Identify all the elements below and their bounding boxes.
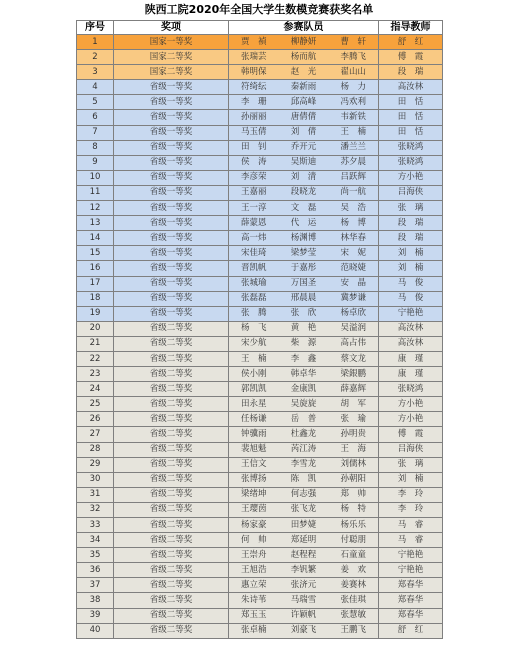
cell-award: 省级一等奖 <box>114 246 229 261</box>
cell-member-1: 钟骥雨 <box>229 427 279 442</box>
table-row <box>77 367 443 382</box>
document-title: 陕西工院2020年全国大学生数模竞赛获奖名单 <box>144 3 374 16</box>
cell-member-3: 潘兰兰 <box>329 140 379 155</box>
cell-member-1: 韩明保 <box>229 65 279 80</box>
cell-member-3: 梁銀鹏 <box>329 367 379 382</box>
cell-member-2: 赵 光 <box>279 65 329 80</box>
cell-member-3: 王 海 <box>329 442 379 457</box>
cell-member-3: 张慧敏 <box>329 608 379 623</box>
cell-award: 省级二等奖 <box>114 397 229 412</box>
cell-member-3: 杨 特 <box>329 502 379 517</box>
cell-member-3: 李腾飞 <box>329 50 379 65</box>
cell-member-3: 付聪朋 <box>329 533 379 548</box>
cell-member-2: 田梦婕 <box>279 518 329 533</box>
cell-member-2: 于嘉彤 <box>279 261 329 276</box>
cell-member-2: 张 欣 <box>279 306 329 321</box>
table-row <box>77 518 443 533</box>
cell-member-3: 吴 浩 <box>329 201 379 216</box>
cell-member-3: 尚一航 <box>329 185 379 200</box>
cell-member-1: 李 珊 <box>229 95 279 110</box>
cell-advisor: 宁艳艳 <box>379 548 443 563</box>
cell-member-2: 文 磊 <box>279 201 329 216</box>
table-row <box>77 563 443 578</box>
cell-award: 省级一等奖 <box>114 216 229 231</box>
table-row <box>77 185 443 200</box>
cell-member-1: 马玉倩 <box>229 125 279 140</box>
cell-no: 37 <box>77 578 114 593</box>
cell-award: 省级一等奖 <box>114 185 229 200</box>
cell-no: 4 <box>77 80 114 95</box>
cell-member-1: 何 帅 <box>229 533 279 548</box>
cell-member-3: 安 晶 <box>329 276 379 291</box>
table-row <box>77 155 443 170</box>
cell-award: 省级一等奖 <box>114 170 229 185</box>
table-row <box>77 487 443 502</box>
cell-advisor: 张 璃 <box>379 457 443 472</box>
cell-member-3: 张 瑜 <box>329 412 379 427</box>
cell-member-1: 王嘉丽 <box>229 185 279 200</box>
cell-member-1: 裴旭魁 <box>229 442 279 457</box>
cell-member-1: 宋佳琦 <box>229 246 279 261</box>
cell-member-1: 田 钊 <box>229 140 279 155</box>
cell-member-1: 梁绪坤 <box>229 487 279 502</box>
cell-member-2: 邱高峰 <box>279 95 329 110</box>
cell-member-3: 杨卓欣 <box>329 306 379 321</box>
cell-no: 2 <box>77 50 114 65</box>
cell-advisor: 田 恬 <box>379 125 443 140</box>
cell-member-3: 王鹏飞 <box>329 623 379 638</box>
cell-award: 省级一等奖 <box>114 276 229 291</box>
cell-member-1: 张博扬 <box>229 472 279 487</box>
cell-advisor: 高汝林 <box>379 321 443 336</box>
cell-award: 国家一等奖 <box>114 35 229 50</box>
cell-award: 国家二等奖 <box>114 50 229 65</box>
cell-no: 33 <box>77 518 114 533</box>
table-row <box>77 216 443 231</box>
cell-no: 7 <box>77 125 114 140</box>
table-row <box>77 65 443 80</box>
cell-no: 13 <box>77 216 114 231</box>
table-row <box>77 80 443 95</box>
cell-advisor: 郑春华 <box>379 578 443 593</box>
cell-member-2: 陈 凯 <box>279 472 329 487</box>
cell-award: 省级二等奖 <box>114 427 229 442</box>
cell-member-2: 吴斯迪 <box>279 155 329 170</box>
cell-no: 28 <box>77 442 114 457</box>
cell-member-1: 张 腾 <box>229 306 279 321</box>
cell-member-3: 蔡文龙 <box>329 351 379 366</box>
table-row <box>77 608 443 623</box>
cell-member-1: 贾 禎 <box>229 35 279 50</box>
cell-member-2: 韩卓华 <box>279 367 329 382</box>
table-row <box>77 246 443 261</box>
cell-member-1: 王旭浩 <box>229 563 279 578</box>
cell-no: 11 <box>77 185 114 200</box>
cell-member-2: 代 运 <box>279 216 329 231</box>
cell-member-2: 许颖帆 <box>279 608 329 623</box>
table-row <box>77 472 443 487</box>
cell-member-2: 李钒繁 <box>279 563 329 578</box>
table-row <box>77 351 443 366</box>
cell-member-3: 姜赛林 <box>329 578 379 593</box>
cell-no: 5 <box>77 95 114 110</box>
cell-advisor: 吕海侠 <box>379 185 443 200</box>
cell-member-2: 李 鑫 <box>279 351 329 366</box>
cell-member-3: 姜 欢 <box>329 563 379 578</box>
cell-member-1: 侯 涛 <box>229 155 279 170</box>
cell-award: 省级一等奖 <box>114 306 229 321</box>
cell-advisor: 康 瑾 <box>379 351 443 366</box>
cell-advisor: 马 俊 <box>379 276 443 291</box>
cell-member-2: 秦新雨 <box>279 80 329 95</box>
cell-member-3: 林华春 <box>329 231 379 246</box>
cell-no: 18 <box>77 291 114 306</box>
cell-award: 省级二等奖 <box>114 593 229 608</box>
cell-member-2: 吴旋旋 <box>279 397 329 412</box>
cell-advisor: 方小艳 <box>379 170 443 185</box>
cell-member-1: 王璎茵 <box>229 502 279 517</box>
cell-member-2: 乔开元 <box>279 140 329 155</box>
cell-no: 25 <box>77 397 114 412</box>
header-award: 奖项 <box>114 21 229 35</box>
table-row <box>77 548 443 563</box>
cell-no: 22 <box>77 351 114 366</box>
cell-member-2: 张飞龙 <box>279 502 329 517</box>
cell-member-1: 惠立荣 <box>229 578 279 593</box>
table-row <box>77 382 443 397</box>
cell-no: 3 <box>77 65 114 80</box>
table-row <box>77 336 443 351</box>
cell-member-1: 晋凯帆 <box>229 261 279 276</box>
cell-advisor: 段 瑞 <box>379 65 443 80</box>
cell-award: 省级二等奖 <box>114 563 229 578</box>
cell-award: 省级二等奖 <box>114 442 229 457</box>
cell-member-3: 冯欢利 <box>329 95 379 110</box>
cell-member-2: 唐倩倩 <box>279 110 329 125</box>
cell-no: 38 <box>77 593 114 608</box>
cell-no: 35 <box>77 548 114 563</box>
cell-no: 12 <box>77 201 114 216</box>
table-row <box>77 170 443 185</box>
cell-member-3: 苏夕晨 <box>329 155 379 170</box>
cell-award: 省级一等奖 <box>114 261 229 276</box>
cell-no: 34 <box>77 533 114 548</box>
cell-member-1: 郑玉玉 <box>229 608 279 623</box>
cell-no: 31 <box>77 487 114 502</box>
cell-member-3: 吴溢润 <box>329 321 379 336</box>
cell-member-2: 何志强 <box>279 487 329 502</box>
table-row <box>77 50 443 65</box>
cell-no: 39 <box>77 608 114 623</box>
cell-member-2: 刘豪飞 <box>279 623 329 638</box>
cell-member-1: 任杨谦 <box>229 412 279 427</box>
cell-advisor: 吕海侠 <box>379 442 443 457</box>
cell-member-2: 邢晨晨 <box>279 291 329 306</box>
cell-member-1: 朱诗苇 <box>229 593 279 608</box>
cell-member-1: 王信文 <box>229 457 279 472</box>
cell-advisor: 马 睿 <box>379 533 443 548</box>
cell-award: 省级一等奖 <box>114 155 229 170</box>
cell-award: 省级二等奖 <box>114 412 229 427</box>
cell-award: 省级二等奖 <box>114 336 229 351</box>
cell-no: 9 <box>77 155 114 170</box>
cell-no: 23 <box>77 367 114 382</box>
cell-member-2: 黄 艳 <box>279 321 329 336</box>
cell-award: 省级二等奖 <box>114 367 229 382</box>
cell-member-3: 吕跃辉 <box>329 170 379 185</box>
cell-member-2: 张济元 <box>279 578 329 593</box>
cell-member-3: 范晓婕 <box>329 261 379 276</box>
cell-award: 省级二等奖 <box>114 472 229 487</box>
cell-member-2: 金康凯 <box>279 382 329 397</box>
cell-member-1: 张瑞芸 <box>229 50 279 65</box>
cell-member-1: 郭凯凯 <box>229 382 279 397</box>
cell-member-1: 高一炜 <box>229 231 279 246</box>
cell-advisor: 舒 红 <box>379 623 443 638</box>
table-row <box>77 110 443 125</box>
cell-member-2: 柳静妍 <box>279 35 329 50</box>
table-row <box>77 397 443 412</box>
cell-member-1: 张磊磊 <box>229 291 279 306</box>
header-team: 参赛队员 <box>229 21 379 35</box>
cell-member-3: 张佳琪 <box>329 593 379 608</box>
cell-member-2: 杨渊博 <box>279 231 329 246</box>
cell-member-1: 王崇舟 <box>229 548 279 563</box>
cell-award: 省级一等奖 <box>114 291 229 306</box>
table-row <box>77 35 443 50</box>
cell-member-1: 张卓楠 <box>229 623 279 638</box>
cell-advisor: 田 恬 <box>379 95 443 110</box>
cell-advisor: 郑春华 <box>379 593 443 608</box>
table-row <box>77 95 443 110</box>
cell-member-3: 孙朝阳 <box>329 472 379 487</box>
table-row <box>77 306 443 321</box>
table-row <box>77 623 443 638</box>
cell-member-3: 孙明贵 <box>329 427 379 442</box>
table-row <box>77 412 443 427</box>
cell-member-2: 梁梦莹 <box>279 246 329 261</box>
cell-member-1: 杨家豪 <box>229 518 279 533</box>
cell-member-3: 曹 轩 <box>329 35 379 50</box>
cell-advisor: 张晓鸿 <box>379 140 443 155</box>
cell-award: 省级一等奖 <box>114 125 229 140</box>
table-row <box>77 201 443 216</box>
cell-advisor: 郑春华 <box>379 608 443 623</box>
cell-award: 省级一等奖 <box>114 231 229 246</box>
table-row <box>77 457 443 472</box>
cell-member-3: 高占伟 <box>329 336 379 351</box>
cell-award: 省级二等奖 <box>114 351 229 366</box>
cell-member-3: 韦新铁 <box>329 110 379 125</box>
cell-member-3: 冀梦谦 <box>329 291 379 306</box>
cell-advisor: 宁艳艳 <box>379 563 443 578</box>
cell-advisor: 傅 霞 <box>379 427 443 442</box>
cell-no: 19 <box>77 306 114 321</box>
cell-no: 16 <box>77 261 114 276</box>
cell-advisor: 李 玲 <box>379 487 443 502</box>
cell-member-1: 符绮纭 <box>229 80 279 95</box>
cell-award: 省级一等奖 <box>114 95 229 110</box>
cell-advisor: 方小艳 <box>379 412 443 427</box>
table-row <box>77 321 443 336</box>
cell-advisor: 刘 楠 <box>379 472 443 487</box>
cell-member-2: 刘 清 <box>279 170 329 185</box>
cell-advisor: 舒 红 <box>379 35 443 50</box>
cell-no: 27 <box>77 427 114 442</box>
cell-member-3: 杨乐乐 <box>329 518 379 533</box>
cell-member-3: 翟山山 <box>329 65 379 80</box>
cell-no: 36 <box>77 563 114 578</box>
cell-member-2: 马瑞雪 <box>279 593 329 608</box>
cell-member-3: 宋 妮 <box>329 246 379 261</box>
table-row <box>77 593 443 608</box>
cell-no: 29 <box>77 457 114 472</box>
table-row <box>77 502 443 517</box>
cell-member-1: 杨 飞 <box>229 321 279 336</box>
cell-member-1: 薛蒙恩 <box>229 216 279 231</box>
cell-award: 省级二等奖 <box>114 321 229 336</box>
cell-member-3: 王 楠 <box>329 125 379 140</box>
cell-member-1: 孙丽丽 <box>229 110 279 125</box>
cell-member-2: 李雪龙 <box>279 457 329 472</box>
cell-no: 1 <box>77 35 114 50</box>
header-no: 序号 <box>77 21 114 35</box>
table-row <box>77 291 443 306</box>
table-row <box>77 578 443 593</box>
table-row <box>77 442 443 457</box>
cell-advisor: 方小艳 <box>379 397 443 412</box>
table-row <box>77 427 443 442</box>
cell-member-2: 芮江涛 <box>279 442 329 457</box>
cell-member-3: 胡 军 <box>329 397 379 412</box>
cell-no: 14 <box>77 231 114 246</box>
cell-member-1: 张城瑜 <box>229 276 279 291</box>
cell-award: 省级一等奖 <box>114 140 229 155</box>
cell-member-2: 赵程程 <box>279 548 329 563</box>
cell-member-1: 王一淳 <box>229 201 279 216</box>
cell-no: 21 <box>77 336 114 351</box>
cell-advisor: 段 瑞 <box>379 216 443 231</box>
table-row <box>77 261 443 276</box>
cell-award: 省级二等奖 <box>114 548 229 563</box>
cell-no: 40 <box>77 623 114 638</box>
cell-award: 省级二等奖 <box>114 502 229 517</box>
cell-member-1: 李彦荣 <box>229 170 279 185</box>
cell-advisor: 张晓鸿 <box>379 155 443 170</box>
cell-advisor: 李 玲 <box>379 502 443 517</box>
cell-award: 省级二等奖 <box>114 533 229 548</box>
cell-no: 8 <box>77 140 114 155</box>
cell-advisor: 康 瑾 <box>379 367 443 382</box>
cell-advisor: 刘 楠 <box>379 246 443 261</box>
cell-award: 国家二等奖 <box>114 65 229 80</box>
table-row <box>77 276 443 291</box>
cell-member-2: 万国圣 <box>279 276 329 291</box>
table-row <box>77 533 443 548</box>
cell-award: 省级一等奖 <box>114 110 229 125</box>
cell-member-2: 郑延明 <box>279 533 329 548</box>
cell-member-3: 郑 帅 <box>329 487 379 502</box>
table-row <box>77 231 443 246</box>
cell-award: 省级二等奖 <box>114 608 229 623</box>
cell-member-3: 石童童 <box>329 548 379 563</box>
cell-no: 24 <box>77 382 114 397</box>
table-body <box>77 35 443 639</box>
cell-advisor: 张 璃 <box>379 201 443 216</box>
cell-advisor: 高汝林 <box>379 80 443 95</box>
cell-member-3: 薛嘉辉 <box>329 382 379 397</box>
cell-advisor: 张晓鸿 <box>379 382 443 397</box>
cell-no: 15 <box>77 246 114 261</box>
cell-member-1: 侯小刚 <box>229 367 279 382</box>
cell-member-2: 段晓龙 <box>279 185 329 200</box>
cell-award: 省级一等奖 <box>114 201 229 216</box>
table-header-row <box>77 21 443 35</box>
cell-no: 6 <box>77 110 114 125</box>
cell-member-3: 刘儒林 <box>329 457 379 472</box>
cell-no: 30 <box>77 472 114 487</box>
cell-advisor: 傅 霞 <box>379 50 443 65</box>
cell-member-2: 岳 普 <box>279 412 329 427</box>
cell-member-3: 杨 力 <box>329 80 379 95</box>
cell-member-3: 杨 博 <box>329 216 379 231</box>
cell-award: 省级二等奖 <box>114 578 229 593</box>
cell-award: 省级二等奖 <box>114 487 229 502</box>
cell-award: 省级一等奖 <box>114 80 229 95</box>
cell-member-1: 田永星 <box>229 397 279 412</box>
awards-table <box>76 20 443 639</box>
cell-advisor: 马 俊 <box>379 291 443 306</box>
cell-advisor: 马 睿 <box>379 518 443 533</box>
cell-member-1: 王 楠 <box>229 351 279 366</box>
cell-no: 10 <box>77 170 114 185</box>
cell-member-2: 杨而航 <box>279 50 329 65</box>
cell-member-2: 刘 倩 <box>279 125 329 140</box>
cell-advisor: 段 瑞 <box>379 231 443 246</box>
cell-no: 20 <box>77 321 114 336</box>
cell-member-2: 杜鑫龙 <box>279 427 329 442</box>
cell-no: 26 <box>77 412 114 427</box>
cell-advisor: 田 恬 <box>379 110 443 125</box>
cell-no: 32 <box>77 502 114 517</box>
cell-award: 省级二等奖 <box>114 382 229 397</box>
cell-member-1: 宋少航 <box>229 336 279 351</box>
table-row <box>77 140 443 155</box>
table-row <box>77 125 443 140</box>
cell-member-2: 柴 源 <box>279 336 329 351</box>
cell-no: 17 <box>77 276 114 291</box>
cell-award: 省级二等奖 <box>114 518 229 533</box>
cell-advisor: 高汝林 <box>379 336 443 351</box>
cell-award: 省级二等奖 <box>114 623 229 638</box>
header-advisor: 指导教师 <box>379 21 443 35</box>
cell-advisor: 宁艳艳 <box>379 306 443 321</box>
cell-award: 省级二等奖 <box>114 457 229 472</box>
cell-advisor: 刘 楠 <box>379 261 443 276</box>
